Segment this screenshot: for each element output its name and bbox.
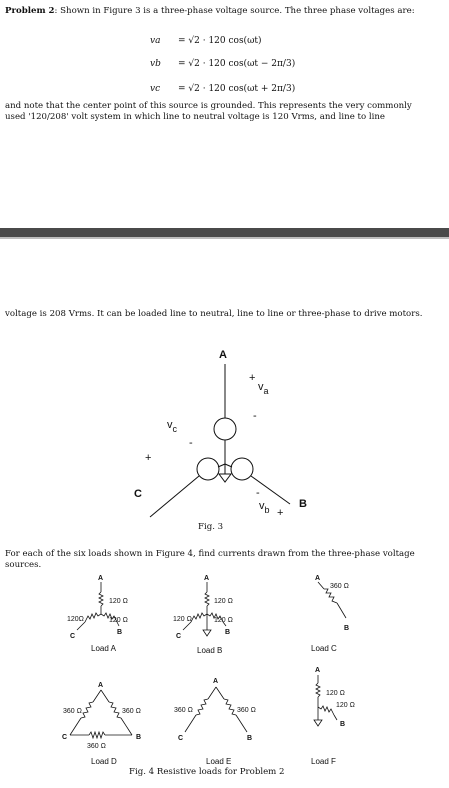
fig3-wire-center-right (225, 464, 232, 467)
load-b-resistor-1 (205, 592, 209, 606)
load-c-resistor-1 (324, 589, 337, 603)
load-f-wire-b (334, 715, 337, 720)
load-e-r2: 360 Ω (237, 707, 256, 714)
load-d-node-b: B (136, 734, 142, 741)
load-a-wire-c (77, 622, 85, 630)
fig3-label-va-v: v (258, 381, 264, 393)
fig3-label-vb-v: v (259, 500, 265, 512)
fig3-wire-c (150, 476, 199, 517)
load-a-name: Load A (91, 644, 116, 653)
fig3-terminal-c: C (134, 488, 142, 500)
load-b (173, 575, 233, 655)
load-a-r1: 120 Ω (109, 598, 128, 605)
fig3-label-vc-sub: c (172, 424, 177, 434)
figure-4 (0, 570, 449, 770)
load-a-node-a: A (98, 575, 104, 582)
load-d-node-c: C (62, 734, 68, 741)
page-break-bar (0, 228, 449, 237)
load-e-name: Load E (206, 757, 232, 766)
load-b-node-b: B (225, 629, 231, 636)
problem-heading: Problem 2 (5, 6, 55, 16)
fig3-wire-center-left (218, 464, 225, 467)
load-e-wire-left-bottom (185, 715, 196, 732)
problem-intro (5, 6, 433, 17)
load-a (67, 575, 128, 653)
load-e-node-b: B (247, 735, 253, 742)
load-c-wire-top (318, 582, 324, 589)
fig3-plus-b: + (277, 507, 284, 519)
load-b-wire-c (183, 622, 191, 630)
fig3-label-va (258, 381, 269, 396)
load-f-node-a: A (315, 667, 321, 674)
load-f-name: Load F (311, 757, 336, 766)
load-a-node-c: C (70, 633, 76, 640)
load-d-r2: 360 Ω (122, 708, 141, 715)
paragraph-1: and note that the center point of this source is grounded. This represents the very commonly used '120/208' volt system in which line to neutral voltage is 120 Vrms, and line to line (5, 101, 412, 122)
load-b-r1: 120 Ω (214, 598, 233, 605)
fig3-terminal-b: B (299, 498, 307, 510)
load-e-wire-right-bottom (236, 715, 247, 732)
load-d-wire-left-bottom (70, 718, 81, 735)
load-b-r3: 120 Ω (173, 616, 192, 623)
load-a-r2: 120 Ω (109, 617, 128, 624)
problem-intro-text: : Shown in Figure 3 is a three-phase voltage source. The three phase voltages are: (54, 6, 415, 16)
paragraph-3: For each of the six loads shown in Figure 4, find currents drawn from the three-phase voltage sources. (5, 549, 415, 570)
load-e (174, 678, 256, 766)
load-d-wire-right-bottom (121, 718, 132, 735)
equation-vc-lhs: vc (150, 84, 161, 94)
load-d-wire-left-top (93, 690, 101, 702)
figure-3 (0, 342, 449, 562)
equation-vb-rhs-wrap (178, 59, 295, 69)
equation-va (150, 36, 160, 46)
fig3-plus-c: + (145, 452, 152, 464)
fig3-minus-b: - (256, 487, 260, 499)
load-b-ground-symbol (203, 630, 211, 636)
load-e-node-c: C (178, 735, 184, 742)
load-d-r1: 360 Ω (63, 708, 82, 715)
load-e-resistor-1 (196, 699, 208, 715)
fig3-minus-a: - (253, 410, 257, 422)
equation-vc-rhs: = √2 · 120 cos(ωt + 2π/3) (178, 84, 296, 94)
fig3-label-vc-v: v (167, 419, 173, 431)
fig3-source-va (214, 418, 236, 440)
equation-vb-rhs: = √2 · 120 cos(ωt − 2π/3) (178, 59, 296, 69)
equation-vb (150, 59, 161, 69)
load-e-wire-left-top (208, 687, 216, 699)
load-f-resistor-1 (316, 683, 320, 697)
fig3-label-vb (259, 500, 270, 515)
load-b-node-a: A (204, 575, 210, 582)
load-d-resistor-2 (109, 702, 121, 718)
equation-va-lhs: va (150, 36, 161, 46)
load-c-wire-b (337, 603, 346, 618)
fig3-plus-a: + (249, 372, 256, 384)
fig3-terminal-a: A (219, 349, 227, 361)
load-c-r1: 360 Ω (330, 583, 349, 590)
fig3-label-vc (167, 419, 178, 434)
load-f-r2: 120 Ω (336, 702, 355, 709)
fig3-minus-c: - (189, 437, 193, 449)
fig3-source-vb (231, 458, 253, 480)
fig3-caption: Fig. 3 (198, 522, 224, 532)
load-e-wire-right-top (216, 687, 224, 699)
load-c-name: Load C (311, 644, 337, 653)
load-b-name: Load B (197, 646, 223, 655)
fig3-ground-symbol (219, 474, 231, 482)
equation-va-rhs: = √2 · 120 cos(ωt) (178, 36, 262, 46)
load-d-name: Load D (91, 757, 117, 766)
load-b-node-c: C (176, 633, 182, 640)
fig3-label-va-sub: a (263, 386, 269, 396)
load-d-r3: 360 Ω (87, 743, 106, 750)
load-d (62, 682, 141, 766)
load-d-resistor-1 (81, 702, 93, 718)
load-d-node-a: A (98, 682, 104, 689)
load-a-resistor-1 (99, 592, 103, 606)
paragraph-2: voltage is 208 Vrms. It can be loaded line to neutral, line to line or three-phase to drive motors. (5, 309, 423, 319)
load-a-resistor-3 (85, 613, 101, 622)
load-a-r3: 120Ω (67, 616, 84, 623)
equation-va-rhs-wrap (178, 36, 262, 46)
load-b-resistor-3 (191, 613, 207, 622)
load-c-node-a: A (315, 575, 321, 582)
load-e-node-a: A (213, 678, 219, 685)
load-c-node-b: B (344, 625, 350, 632)
fig3-source-vc (197, 458, 219, 480)
load-f-ground-symbol (314, 720, 322, 726)
equation-vc (150, 84, 160, 94)
load-a-node-b: B (117, 629, 123, 636)
equation-vc-rhs-wrap (178, 84, 295, 94)
load-d-resistor-3 (89, 732, 105, 738)
load-e-resistor-2 (224, 699, 236, 715)
fig3-label-vb-sub: b (264, 505, 270, 515)
load-c (311, 575, 349, 653)
load-f-node-b: B (340, 721, 346, 728)
load-d-wire-right-top (101, 690, 109, 702)
load-b-r2: 120 Ω (214, 617, 233, 624)
page-break-shadow (0, 237, 449, 239)
load-f-resistor-2 (318, 706, 334, 715)
load-f (311, 667, 355, 766)
fig4-caption: Fig. 4 Resistive loads for Problem 2 (129, 767, 285, 777)
load-f-r1: 120 Ω (326, 690, 345, 697)
equation-vb-lhs: vb (150, 59, 161, 69)
load-e-r1: 360 Ω (174, 707, 193, 714)
